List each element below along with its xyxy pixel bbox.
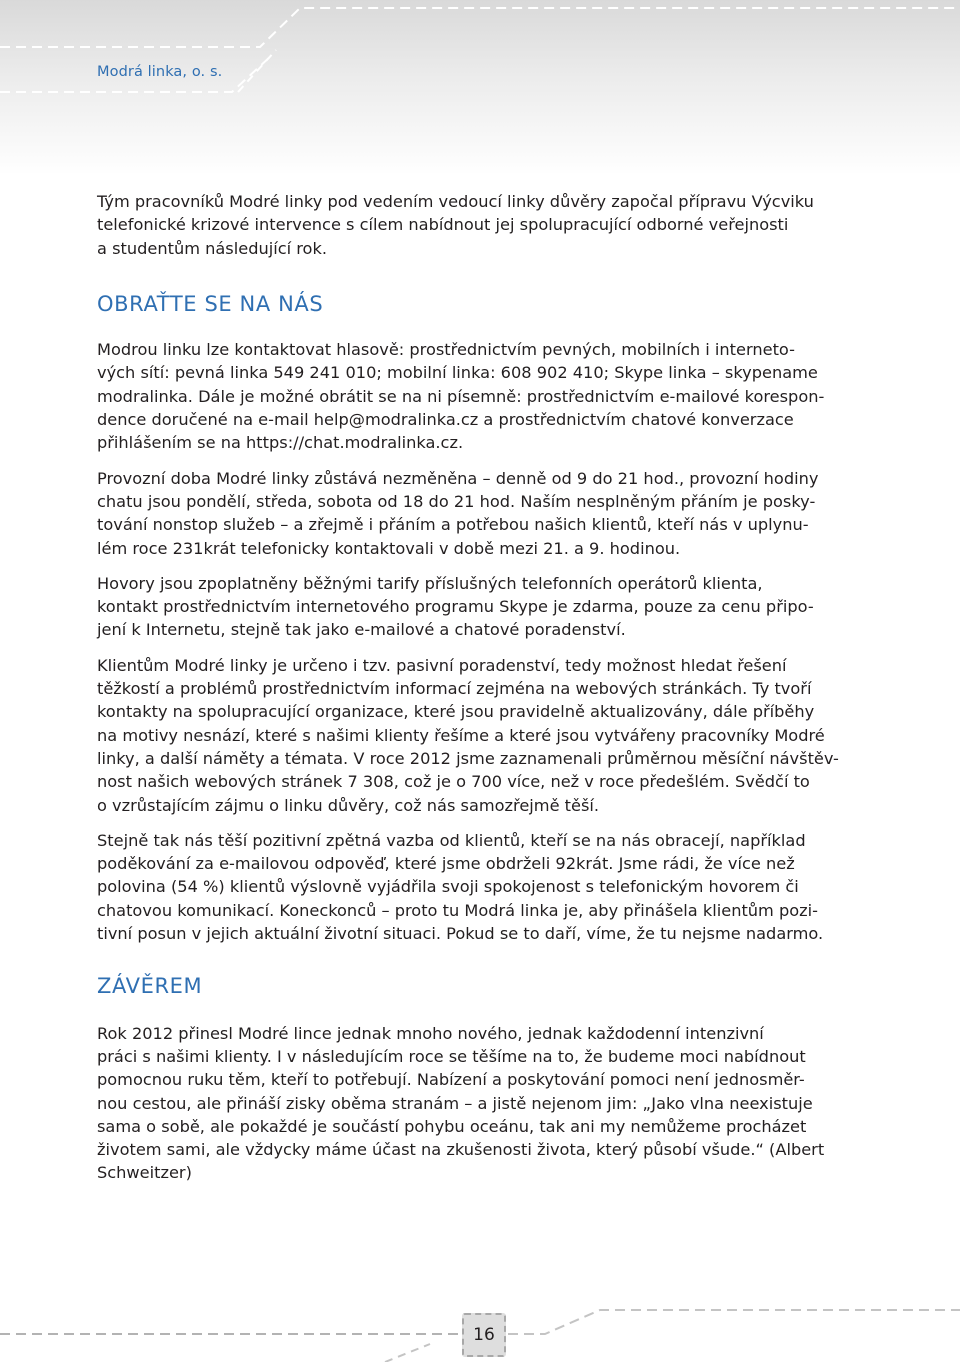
- page-content: [97, 190, 867, 1197]
- text-line: nou cestou, ale přináší zisky oběma stranám – a jistě nejenom jim: „Jako vlna neexistuje: [97, 1093, 813, 1113]
- text-line: Klientům Modré linky je určeno i tzv. pasivní poradenství, tedy možnost hledat řešení: [97, 655, 787, 675]
- text-line: pomocnou ruku těm, kteří to potřebují. Nabízení a poskytování pomoci není jednosměr-: [97, 1070, 805, 1090]
- text-line: životem sami, ale vždycky máme účast na zkušenosti života, který působí všude.“ (Albert: [97, 1140, 825, 1160]
- text-line: těžkostí a problémů prostřednictvím informací zejména na webových stránkách. Ty tvoří: [97, 679, 812, 699]
- text-line: Rok 2012 přinesl Modré lince jednak mnoho nového, jednak každodenní intenzivní: [97, 1023, 764, 1043]
- text-line: nost našich webových stránek 7 308, což je o 700 více, než v roce předešlém. Svědčí to: [97, 772, 810, 792]
- text-line: Modrou linku lze kontaktovat hlasově: prostřednictvím pevných, mobilních i interneto-: [97, 340, 795, 360]
- text-line: Stejně tak nás těší pozitivní zpětná vazba od klientů, kteří se na nás obracejí, například: [97, 830, 806, 850]
- text-line: tivní posun v jejich aktuální životní situaci. Pokud se to daří, víme, že tu nejsme nadarmo.: [97, 924, 824, 944]
- text-line: sama o sobě, ale pokaždé je součástí pohybu oceánu, tak ani my nemůžeme procházet: [97, 1116, 807, 1136]
- text-line: Schweitzer): [97, 1163, 192, 1183]
- text-line: polovina (54 %) klientů výslovně vyjádřila svoji spokojenost s telefonickým hovorem či: [97, 877, 799, 897]
- running-head: Modrá linka, o. s.: [97, 64, 223, 80]
- text-line: kontakt prostřednictvím internetového programu Skype je zdarma, pouze za cenu připo-: [97, 597, 814, 617]
- contact-paragraph-4: [97, 654, 867, 817]
- text-line: dence doručené na e-mail help@modralinka.cz a prostřednictvím chatové konverzace: [97, 410, 794, 430]
- section-heading-contact: OBRAŤTE SE NA NÁS: [97, 291, 324, 316]
- text-line: a studentům následující rok.: [97, 238, 327, 258]
- text-line: přihlášením se na https://chat.modralinka.cz.: [97, 433, 464, 453]
- text-line: telefonické krizové intervence s cílem nabídnout jej spolupracující odborné veřejnosti: [97, 215, 789, 235]
- page-number: 16: [462, 1313, 506, 1357]
- contact-paragraph-2: [97, 467, 867, 560]
- text-line: práci s našimi klienty. I v následujícím roce se těšíme na to, že budeme moci nabídnout: [97, 1046, 806, 1066]
- conclusion-paragraph: [97, 1022, 867, 1185]
- text-line: linky, a další náměty a témata. V roce 2012 jsme zaznamenali průměrnou měsíční návštěv-: [97, 748, 839, 768]
- text-line: lém roce 231krát telefonicky kontaktovali v době mezi 21. a 9. hodinou.: [97, 538, 681, 558]
- text-line: vých sítí: pevná linka 549 241 010; mobilní linka: 608 902 410; Skype linka – skypename: [97, 363, 818, 383]
- contact-paragraph-3: [97, 572, 867, 642]
- section-heading-conclusion: ZÁVĚREM: [97, 974, 203, 999]
- text-line: Hovory jsou zpoplatněny běžnými tarify příslušných telefonních operátorů klienta,: [97, 573, 763, 593]
- header-dash-line-diagonal: [238, 50, 276, 92]
- header-dash-line-upper: [0, 8, 960, 47]
- text-line: tování nonstop služeb – a zřejmě i přáním a potřebou našich klientů, kteří nás v uplynu-: [97, 515, 809, 535]
- text-line: chatovou komunikací. Koneckonců – proto tu Modrá linka je, aby přinášela klientům pozi-: [97, 900, 818, 920]
- text-line: na motivy nesnází, které s našimi klienty řešíme a které jsou vytvářeny pracovníky Modré: [97, 725, 825, 745]
- intro-paragraph: [97, 190, 867, 260]
- header-dash-decoration: [0, 0, 960, 175]
- text-line: Tým pracovníků Modré linky pod vedením vedoucí linky důvěry započal přípravu Výcviku: [97, 192, 814, 211]
- text-line: poděkování za e-mailovou odpověď, které jsme obdrželi 92krát. Jsme rádi, že více než: [97, 854, 795, 874]
- text-line: chatu jsou pondělí, středa, sobota od 18 do 21 hod. Naším nesplněným přáním je posky-: [97, 491, 816, 511]
- footer-dash-line-lower: [385, 1344, 430, 1362]
- text-line: o vzrůstajícím zájmu o linku důvěry, což nás samozřejmě těší.: [97, 795, 600, 815]
- text-line: jení k Internetu, stejně tak jako e-mailové a chatové poradenství.: [97, 620, 626, 640]
- text-line: kontakty na spolupracující organizace, které jsou pravidelně aktualizovány, dále příběhy: [97, 702, 815, 722]
- text-line: modralinka. Dále je možné obrátit se na ni písemně: prostřednictvím e-mailové korespon-: [97, 386, 825, 406]
- text-line: Provozní doba Modré linky zůstává nezměněna – denně od 9 do 21 hod., provozní hodiny: [97, 468, 819, 488]
- contact-paragraph-5: [97, 829, 867, 945]
- contact-paragraph-1: [97, 338, 867, 454]
- footer-dash-line-right: [508, 1310, 960, 1334]
